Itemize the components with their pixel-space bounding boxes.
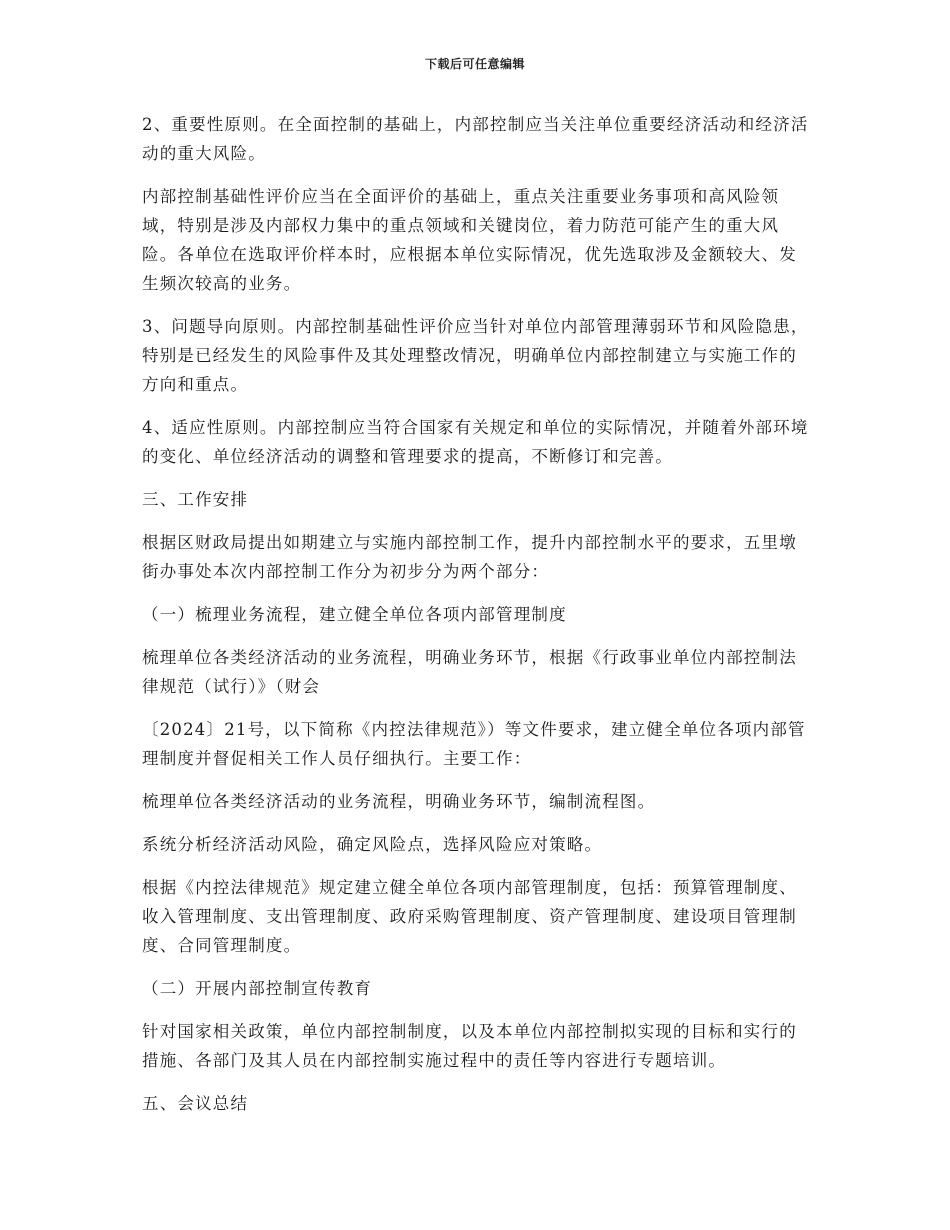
paragraph-problem-oriented-principle: 3、问题导向原则。内部控制基础性评价应当针对单位内部管理薄弱环节和风险隐患，特别是已经发生的风险事件及其处理整改情况，明确单位内部控制建立与实施工作的方向和重点。 [142,317,809,394]
document-body [142,110,812,1132]
paragraph-management-systems: 根据《内控法律规范》规定建立健全单位各项内部管理制度，包括：预算管理制度、收入管理制度、支出管理制度、政府采购管理制度、资产管理制度、建设项目管理制度、合同管理制度。 [142,878,797,955]
paragraph-training: 针对国家相关政策，单位内部控制制度，以及本单位内部控制拟实现的目标和实行的措施、各部门及其人员在内部控制实施过程中的责任等内容进行专题培训。 [142,1022,797,1070]
paragraph-importance-principle: 2、重要性原则。在全面控制的基础上，内部控制应当关注单位重要经济活动和经济活动的重大风险。 [142,115,809,163]
page-header-note: 下载后可任意编辑 [424,57,525,71]
paragraph-work-arrangement-intro: 根据区财政局提出如期建立与实施内部控制工作，提升内部控制水平的要求，五里墩街办事处本次内部控制工作分为初步分为两个部分： [142,533,797,581]
paragraph-sort-business-process: 梳理单位各类经济活动的业务流程，明确业务环节，根据《行政事业单位内部控制法律规范（试行）》（财会 [142,648,797,696]
paragraph-flowchart-task: 梳理单位各类经济活动的业务流程，明确业务环节，编制流程图。 [142,792,656,811]
paragraph-document-requirements: 〔2024〕21号，以下简称《内控法律规范》）等文件要求，建立健全单位各项内部管理制度并督促相关工作人员仔细执行。主要工作： [142,720,806,768]
paragraph-basic-evaluation: 内部控制基础性评价应当在全面评价的基础上，重点关注重要业务事项和高风险领域，特别是涉及内部权力集中的重点领域和关键岗位，着力防范可能产生的重大风险。各单位在选取评价样本时，应根据本单位实际情况，优先选取涉及金额较大、发生频次较高的业务。 [142,187,797,293]
section-heading-meeting-summary: 五、会议总结 [142,1094,249,1113]
subheading-sort-business-process: （一）梳理业务流程，建立健全单位各项内部管理制度 [142,605,567,624]
paragraph-risk-analysis-task: 系统分析经济活动风险，确定风险点，选择风险应对策略。 [142,835,603,854]
paragraph-adaptability-principle: 4、适应性原则。内部控制应当符合国家有关规定和单位的实际情况，并随着外部环境的变化、单位经济活动的调整和管理要求的提高，不断修订和完善。 [142,418,809,466]
section-heading-work-arrangement: 三、工作安排 [142,490,249,509]
subheading-publicity-education: （二）开展内部控制宣传教育 [142,979,373,998]
